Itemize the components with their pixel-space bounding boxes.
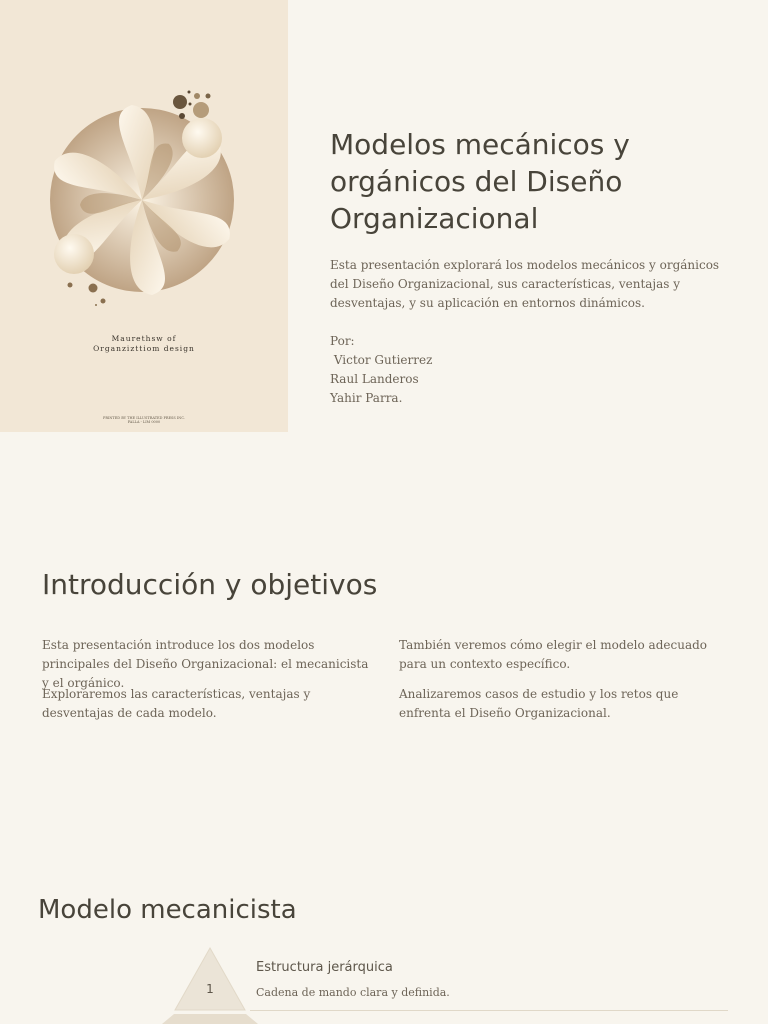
page-title: Modelos mecánicos y orgánicos del Diseño Organizacional [330, 128, 630, 235]
authors-block [330, 332, 630, 408]
author-name: Yahir Parra. [330, 391, 403, 405]
pyramid-tier-2 [162, 1014, 258, 1024]
intro-paragraph: También veremos cómo elegir el modelo adecuado para un contexto específico. [399, 638, 708, 671]
cover-image [0, 0, 288, 432]
mechanistic-heading: Modelo mecanicista [38, 895, 297, 925]
cover-fine-print: PRINTED BY THE ILLUSTRATED PRESS INC. PALLA - LIM 0000 [102, 416, 186, 424]
intro-paragraph: Exploraremos las características, ventajas y desventajas de cada modelo. [42, 687, 311, 720]
author-name: Victor Gutierrez [330, 353, 433, 367]
intro-paragraph: Esta presentación introduce los dos modelos principales del Diseño Organizacional: el mecanicista y el orgánico. [42, 638, 369, 690]
hero-description: Esta presentación explorará los modelos mecánicos y orgánicos del Diseño Organizacional, sus características, ventajas y desventajas, y su aplicación en entornos dinámicos. [330, 258, 720, 310]
pyramid-tier-1 [175, 948, 245, 1010]
author-name: Raul Landeros [330, 372, 419, 386]
intro-heading: Introducción y objetivos [42, 568, 378, 601]
authors-label: Por: [330, 334, 355, 348]
item-title: Estructura jerárquica [256, 960, 393, 975]
tier-number: 1 [206, 982, 214, 996]
item-description: Cadena de mando clara y definida. [256, 986, 450, 999]
divider [250, 1010, 728, 1011]
intro-paragraph: Analizaremos casos de estudio y los retos que enfrenta el Diseño Organizacional. [399, 687, 679, 720]
cover-caption: Maurethsw of Organzizttiom design [93, 334, 195, 353]
swirl-flower-illustration [0, 0, 288, 432]
